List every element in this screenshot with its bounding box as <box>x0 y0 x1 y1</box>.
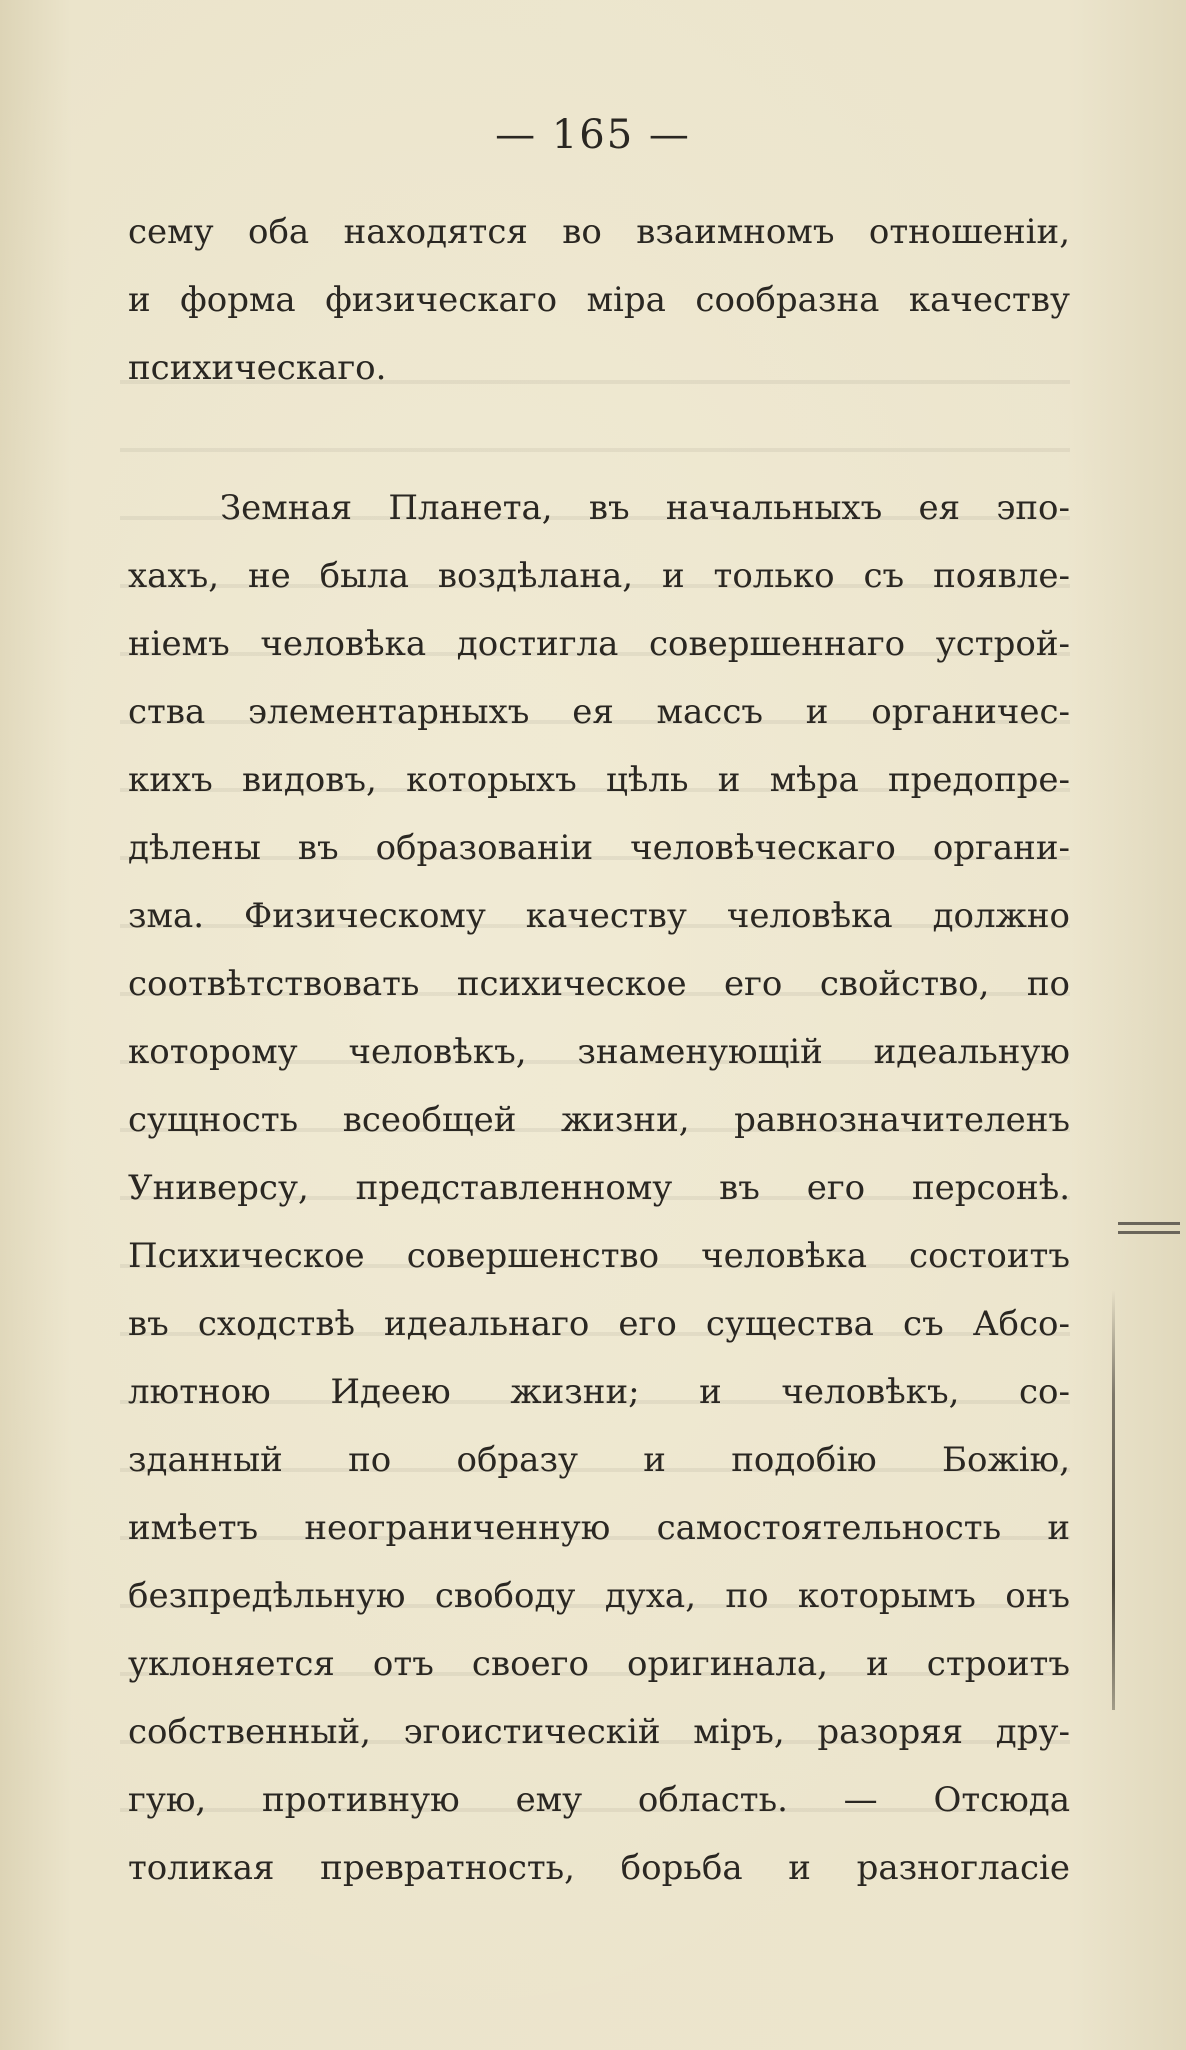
margin-tick-marks <box>1118 1222 1180 1236</box>
tick-mark <box>1118 1231 1180 1234</box>
text-line: хахъ, не была воздѣлана, и только съ появле- <box>128 556 1070 596</box>
text-line: ніемъ человѣка достигла совершеннаго устрой- <box>128 624 1070 664</box>
text-line: собственный, эгоистическій міръ, разоряя дру- <box>128 1712 1070 1752</box>
text-line: Психическое совершенство человѣка состоитъ <box>128 1236 1070 1276</box>
text-line: кихъ видовъ, которыхъ цѣль и мѣра предопре- <box>128 760 1070 800</box>
text-line: Универсу, представленному въ его персонѣ. <box>128 1168 1070 1208</box>
text-line: безпредѣльную свободу духа, по которымъ онъ <box>128 1576 1070 1616</box>
paragraph-gap <box>128 402 1070 474</box>
text-line: дѣлены въ образованіи человѣческаго органи- <box>128 828 1070 868</box>
text-line: въ сходствѣ идеальнаго его существа съ Абсо- <box>128 1304 1070 1344</box>
text-line: сему оба находятся во взаимномъ отношеніи, <box>128 212 1070 252</box>
text-line: Земная Планета, въ начальныхъ ея эпо- <box>220 488 1070 528</box>
text-line: сущность всеобщей жизни, равнозначителенъ <box>128 1100 1070 1140</box>
text-line: уклоняется отъ своего оригинала, и строитъ <box>128 1644 1070 1684</box>
text-line: зма. Физическому качеству человѣка должно <box>128 896 1070 936</box>
text-line: ства элементарныхъ ея массъ и органичес- <box>128 692 1070 732</box>
body-text <box>128 198 1070 1902</box>
text-line: соотвѣтствовать психическое его свойство, по <box>128 964 1070 1004</box>
text-line: которому человѣкъ, знаменующій идеальную <box>128 1032 1070 1072</box>
page-number-header: — 165 — <box>495 112 691 158</box>
text-line: зданный по образу и подобію Божію, <box>128 1440 1070 1480</box>
margin-pencil-line <box>1112 1290 1115 1710</box>
text-line: психическаго. <box>128 348 387 388</box>
tick-mark <box>1118 1222 1180 1225</box>
text-line: лютною Идеею жизни; и человѣкъ, со- <box>128 1372 1070 1412</box>
text-line: толикая превратность, борьба и разногласіе <box>128 1848 1070 1888</box>
text-line: гую, противную ему область. — Отсюда <box>128 1780 1070 1820</box>
text-line: имѣетъ неограниченную самостоятельность и <box>128 1508 1070 1548</box>
text-line: и форма физическаго міра сообразна качеству <box>128 280 1070 320</box>
